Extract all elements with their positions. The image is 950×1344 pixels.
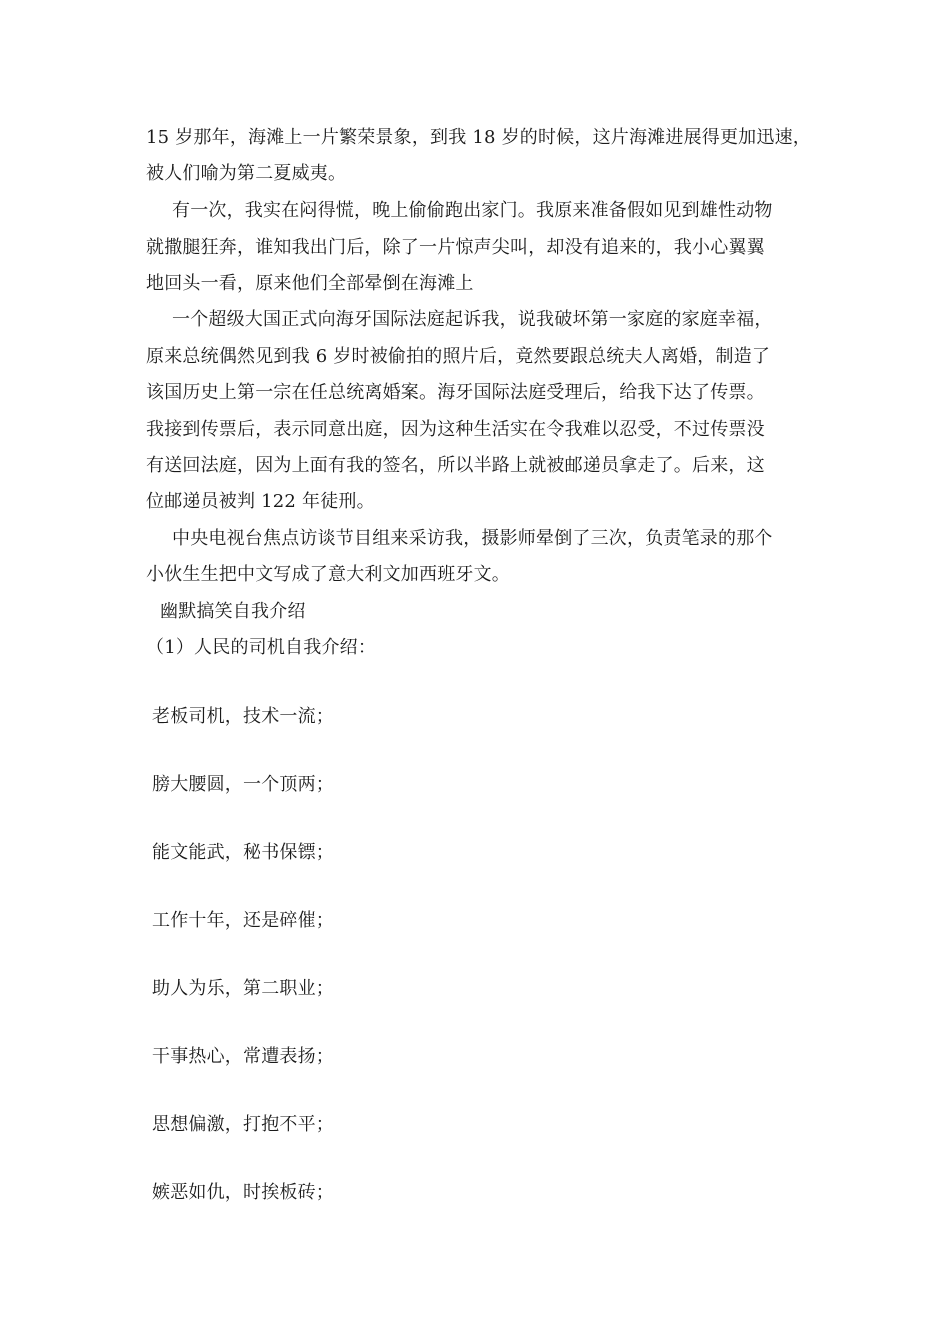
paragraph-1-line-2: 被人们喻为第二夏威夷。 xyxy=(146,163,347,184)
list-item: 老板司机，技术一流； xyxy=(152,706,334,727)
paragraph-3-line-6: 位邮递员被判 122 年徒刑。 xyxy=(146,491,375,512)
paragraph-2-line-3: 地回头一看，原来他们全部晕倒在海滩上 xyxy=(146,273,474,294)
list-item: 干事热心，常遭表扬； xyxy=(152,1046,334,1067)
paragraph-3-line-4: 我接到传票后，表示同意出庭，因为这种生活实在令我难以忍受，不过传票没 xyxy=(146,419,765,440)
section-title: 幽默搞笑自我介绍 xyxy=(160,601,306,622)
paragraph-3-line-2: 原来总统偶然见到我 6 岁时被偷拍的照片后，竟然要跟总统夫人离婚，制造了 xyxy=(146,346,771,367)
list-item: 嫉恶如仇，时挨板砖； xyxy=(152,1182,334,1203)
subsection-title: （1）人民的司机自我介绍： xyxy=(146,637,377,658)
paragraph-3-line-1: 一个超级大国正式向海牙国际法庭起诉我，说我破坏第一家庭的家庭幸福， xyxy=(172,309,773,330)
paragraph-2-line-1: 有一次，我实在闷得慌，晚上偷偷跑出家门。我原来准备假如见到雄性动物 xyxy=(172,200,773,221)
paragraph-4-line-1: 中央电视台焦点访谈节目组来采访我，摄影师晕倒了三次，负责笔录的那个 xyxy=(172,528,773,549)
paragraph-4-line-2: 小伙生生把中文写成了意大利文加西班牙文。 xyxy=(146,564,510,585)
paragraph-1-line-1: 15 岁那年，海滩上一片繁荣景象，到我 18 岁的时候，这片海滩进展得更加迅速， xyxy=(146,127,811,148)
paragraph-2-line-2: 就撒腿狂奔，谁知我出门后，除了一片惊声尖叫，却没有追来的，我小心翼翼 xyxy=(146,237,765,258)
list-item: 助人为乐，第二职业； xyxy=(152,978,334,999)
list-item: 思想偏激，打抱不平； xyxy=(152,1114,334,1135)
list-item: 工作十年，还是碎催； xyxy=(152,910,334,931)
list-item: 膀大腰圆，一个顶两； xyxy=(152,774,334,795)
paragraph-3-line-5: 有送回法庭，因为上面有我的签名，所以半路上就被邮递员拿走了。后来，这 xyxy=(146,455,765,476)
list-item: 能文能武，秘书保镖； xyxy=(152,842,334,863)
paragraph-3-line-3: 该国历史上第一宗在任总统离婚案。海牙国际法庭受理后，给我下达了传票。 xyxy=(146,382,765,403)
